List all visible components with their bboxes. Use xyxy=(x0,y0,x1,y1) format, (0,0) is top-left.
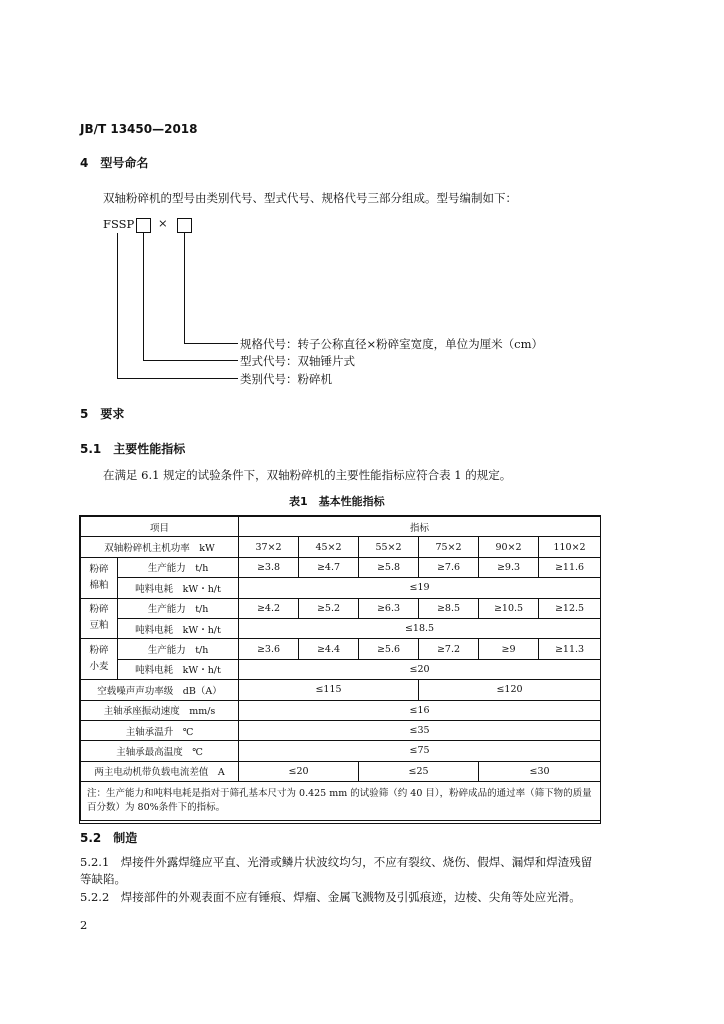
energy-cell: ≤19 xyxy=(239,578,601,598)
spec-code-box xyxy=(177,218,192,233)
temp-max-cell: ≤75 xyxy=(239,741,601,761)
temp-rise-cell: ≤35 xyxy=(239,720,601,740)
power-cell: 75×2 xyxy=(419,537,479,557)
table-row-energy xyxy=(81,618,601,638)
power-cell: 90×2 xyxy=(479,537,539,557)
group-label-cotton: 粉碎 棉粕 xyxy=(81,557,118,598)
section-5-2-2-text: 5.2.2 焊接部件的外观表面不应有锤痕、焊瘤、金属飞溅物及引弧痕迹，边棱、尖角等处应光滑。 xyxy=(80,890,581,904)
power-cell: 110×2 xyxy=(539,537,601,557)
capacity-label: 生产能力 t/h xyxy=(118,557,239,577)
capacity-cell: ≥10.5 xyxy=(479,598,539,618)
table-row-current xyxy=(81,761,601,781)
power-cell: 55×2 xyxy=(359,537,419,557)
header-item: 项目 xyxy=(81,517,239,537)
capacity-cell: ≥9 xyxy=(479,639,539,659)
table-row-temp-max xyxy=(81,741,601,761)
capacity-cell: ≥7.2 xyxy=(419,639,479,659)
spec-leader-h xyxy=(184,343,238,344)
spec-code-label: 规格代号：转子公称直径×粉碎室宽度，单位为厘米（cm） xyxy=(240,337,543,351)
section-5-1-title: 5.1 主要性能指标 xyxy=(80,442,186,456)
class-leader-line xyxy=(117,233,118,378)
capacity-cell: ≥5.2 xyxy=(299,598,359,618)
type-code-label: 型式代号：双轴锤片式 xyxy=(240,354,355,368)
table-row-vibration xyxy=(81,700,601,720)
noise-label: 空载噪声声功率级 dB（A） xyxy=(81,680,239,700)
table-row-note xyxy=(81,782,601,821)
section-5-2-1-line1: 5.2.1 焊接件外露焊缝应平直、光滑或鳞片状波纹均匀，不应有裂纹、烧伤、假焊、漏焊和焊渣残留 xyxy=(80,855,593,869)
power-cell: 37×2 xyxy=(239,537,299,557)
capacity-cell: ≥5.6 xyxy=(359,639,419,659)
table-caption: 表1 基本性能指标 xyxy=(289,495,385,508)
table-row-power xyxy=(81,537,601,557)
capacity-cell: ≥4.4 xyxy=(299,639,359,659)
page-number: 2 xyxy=(80,918,88,932)
spec-leader-line xyxy=(184,233,185,343)
table-row-noise xyxy=(81,680,601,700)
temp-max-label: 主轴承最高温度 ℃ xyxy=(81,741,239,761)
current-cell: ≤20 xyxy=(239,761,359,781)
group-label-wheat: 粉碎 小麦 xyxy=(81,639,118,680)
power-cell: 45×2 xyxy=(299,537,359,557)
capacity-cell: ≥4.2 xyxy=(239,598,299,618)
noise-cell: ≤120 xyxy=(419,680,601,700)
section-5-2-1-line2: 等缺陷。 xyxy=(80,872,126,886)
class-leader-h xyxy=(117,378,238,379)
capacity-cell: ≥7.6 xyxy=(419,557,479,577)
capacity-cell: ≥3.6 xyxy=(239,639,299,659)
capacity-label: 生产能力 t/h xyxy=(118,639,239,659)
performance-table xyxy=(80,516,601,821)
capacity-label: 生产能力 t/h xyxy=(118,598,239,618)
temp-rise-label: 主轴承温升 ℃ xyxy=(81,720,239,740)
type-leader-h xyxy=(143,360,238,361)
capacity-cell: ≥9.3 xyxy=(479,557,539,577)
energy-label: 吨料电耗 kW・h/t xyxy=(118,618,239,638)
section-4-title: 4 型号命名 xyxy=(80,156,149,170)
energy-cell: ≤20 xyxy=(239,659,601,679)
capacity-cell: ≥12.5 xyxy=(539,598,601,618)
document-code-header: JB/T 13450—2018 xyxy=(80,122,198,136)
type-leader-line xyxy=(143,233,144,360)
table-row-temp-rise xyxy=(81,720,601,740)
type-code-box xyxy=(136,218,151,233)
class-code-label: 类别代号：粉碎机 xyxy=(240,372,332,386)
capacity-cell: ≥8.5 xyxy=(419,598,479,618)
section-5-1-text: 在满足 6.1 规定的试验条件下，双轴粉碎机的主要性能指标应符合表 1 的规定。 xyxy=(103,468,512,482)
section-5-title: 5 要求 xyxy=(80,407,125,421)
model-prefix: FSSP xyxy=(103,217,135,231)
header-index: 指标 xyxy=(239,517,601,537)
table-row-energy xyxy=(81,578,601,598)
current-label: 两主电动机带负载电流差值 A xyxy=(81,761,239,781)
section-4-intro: 双轴粉碎机的型号由类别代号、型式代号、规格代号三部分组成。型号编制如下： xyxy=(103,191,517,205)
energy-cell: ≤18.5 xyxy=(239,618,601,638)
table-row-capacity xyxy=(81,639,601,659)
table-header-row xyxy=(81,517,601,537)
times-sign: × xyxy=(158,216,168,230)
vibration-label: 主轴承座振动速度 mm/s xyxy=(81,700,239,720)
capacity-cell: ≥11.3 xyxy=(539,639,601,659)
table-row-capacity xyxy=(81,557,601,577)
noise-cell: ≤115 xyxy=(239,680,419,700)
table-note: 注：生产能力和吨料电耗是指对于筛孔基本尺寸为 0.425 mm 的试验筛（约 40 目），粉碎成品的通过率（筛下物的质量百分数）为 80%条件下的指标。 xyxy=(81,782,601,821)
capacity-cell: ≥11.6 xyxy=(539,557,601,577)
capacity-cell: ≥3.8 xyxy=(239,557,299,577)
energy-label: 吨料电耗 kW・h/t xyxy=(118,659,239,679)
power-label: 双轴粉碎机主机功率 kW xyxy=(81,537,239,557)
energy-label: 吨料电耗 kW・h/t xyxy=(118,578,239,598)
group-label-soybean: 粉碎 豆粕 xyxy=(81,598,118,639)
capacity-cell: ≥4.7 xyxy=(299,557,359,577)
table-row-capacity xyxy=(81,598,601,618)
table-row-energy xyxy=(81,659,601,679)
current-cell: ≤25 xyxy=(359,761,479,781)
section-5-2-title: 5.2 制造 xyxy=(80,831,138,845)
current-cell: ≤30 xyxy=(479,761,601,781)
capacity-cell: ≥6.3 xyxy=(359,598,419,618)
capacity-cell: ≥5.8 xyxy=(359,557,419,577)
vibration-cell: ≤16 xyxy=(239,700,601,720)
